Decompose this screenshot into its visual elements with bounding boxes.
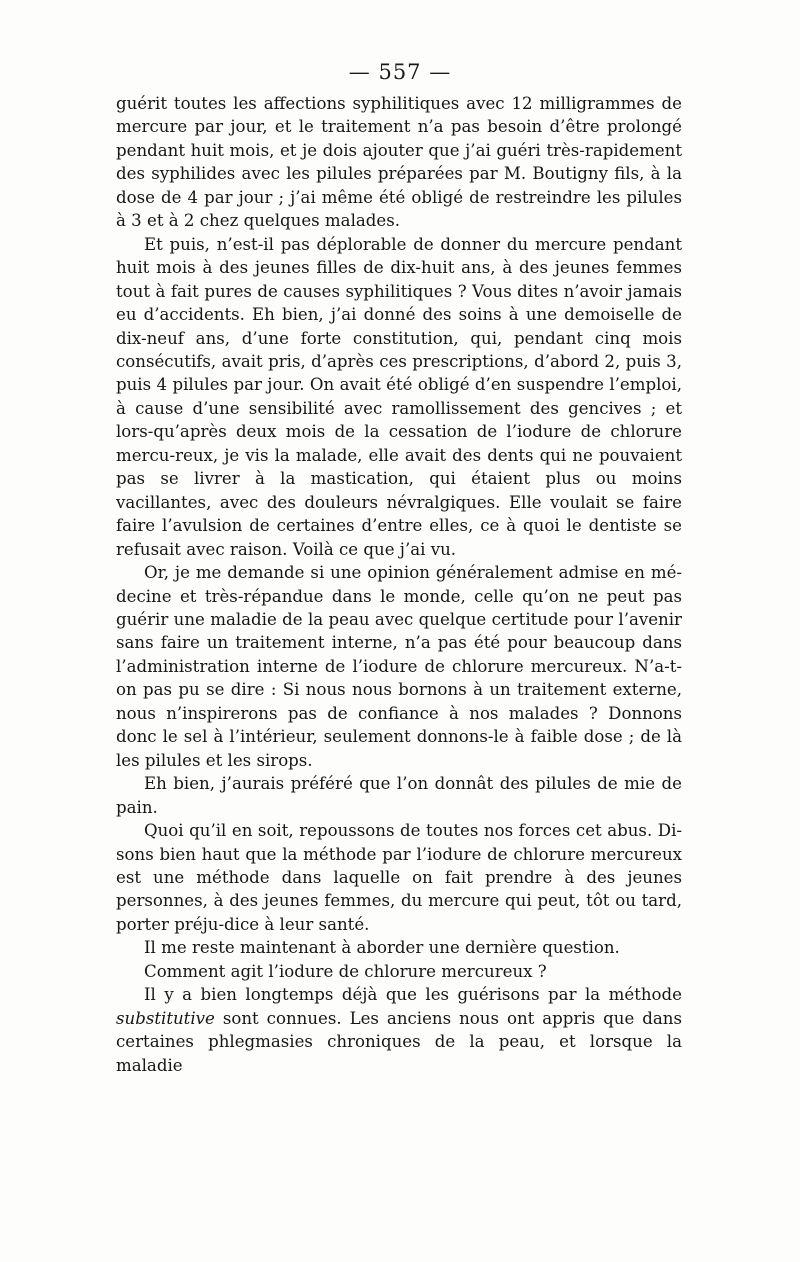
paragraph-8 xyxy=(116,983,682,1077)
paragraph-8-start: Il y a bien longtemps déjà que les guérisons par la méthode xyxy=(144,985,682,1005)
paragraph-2: Et puis, n’est-il pas déplorable de donner du mercure pendant huit mois à des jeunes filles de dix-huit ans, à des jeunes femmes tout à fait pures de causes syphilitiques ? Vous dites n’avoir jamais eu d’accidents. Eh bien, j’ai donné des soins à une demoiselle de dix-neuf ans, d’une forte constitution, qui, pendant cinq mois consécutifs, avait pris, d’après ces prescriptions, d’abord 2, puis 3, puis 4 pilules par jour. On avait été obligé d’en suspendre l’emploi, à cause d’une sensibilité avec ramollissement des gencives ; et lors-qu’après deux mois de la cessation de l’iodure de chlorure mercu-reux, je vis la malade, elle avait des dents qui ne pouvaient pas se livrer à la mastication, qui étaient plus ou moins vacillantes, avec des douleurs névralgiques. Elle voulait se faire faire l’avulsion de certaines d’entre elles, ce à quoi le dentiste se refusait avec raison. Voilà ce que j’ai vu. xyxy=(116,234,682,559)
paragraph-8-italic-term: substitutive xyxy=(116,1008,215,1028)
paragraph-5: Quoi qu’il en soit, repoussons de toutes nos forces cet abus. Di-sons bien haut que la méthode par l’iodure de chlorure mercureux est une méthode dans laquelle on fait prendre à des jeunes personnes, à des jeunes femmes, du mercure qui peut, tôt ou tard, porter préju-dice à leur santé. xyxy=(116,821,682,934)
paragraph-3: Or, je me demande si une opinion généralement admise en mé-decine et très-répandue dans le monde, celle qu’on ne peut pas guérir une maladie de la peau avec quelque certitude pour l’avenir sans faire un traitement interne, n’a pas été pour beaucoup dans l’administration interne de l’iodure de chlorure mercureux. N’a-t-on pas pu se dire : Si nous nous bornons à un traitement externe, nous n’inspirerons pas de confiance à nos malades ? Donnons donc le sel à l’intérieur, seulement donnons-le à faible dose ; de là les pilules et les sirops. xyxy=(116,563,682,770)
paragraph-8-end: sont connues. Les anciens nous ont appris que dans certaines phlegmasies chroniques de la peau, et lorsque la maladie xyxy=(116,1008,682,1075)
body-text xyxy=(116,92,682,1077)
paragraph-4: Eh bien, j’aurais préféré que l’on donnât des pilules de mie de pain. xyxy=(116,774,682,817)
paragraph-6: Il me reste maintenant à aborder une dernière question. xyxy=(144,938,620,958)
paragraph-7: Comment agit l’iodure de chlorure mercureux ? xyxy=(144,961,547,981)
page-number: — 557 — xyxy=(348,60,452,84)
paragraph-1: guérit toutes les affections syphilitiques avec 12 milligrammes de mercure par jour, et le traitement n’a pas besoin d’être prolongé pendant huit mois, et je dois ajouter que j’ai guéri très-rapidement des syphilides avec les pilules préparées par M. Boutigny fils, à la dose de 4 par jour ; j’ai même été obligé de restreindre les pilules à 3 et à 2 chez quelques malades. xyxy=(116,94,682,231)
